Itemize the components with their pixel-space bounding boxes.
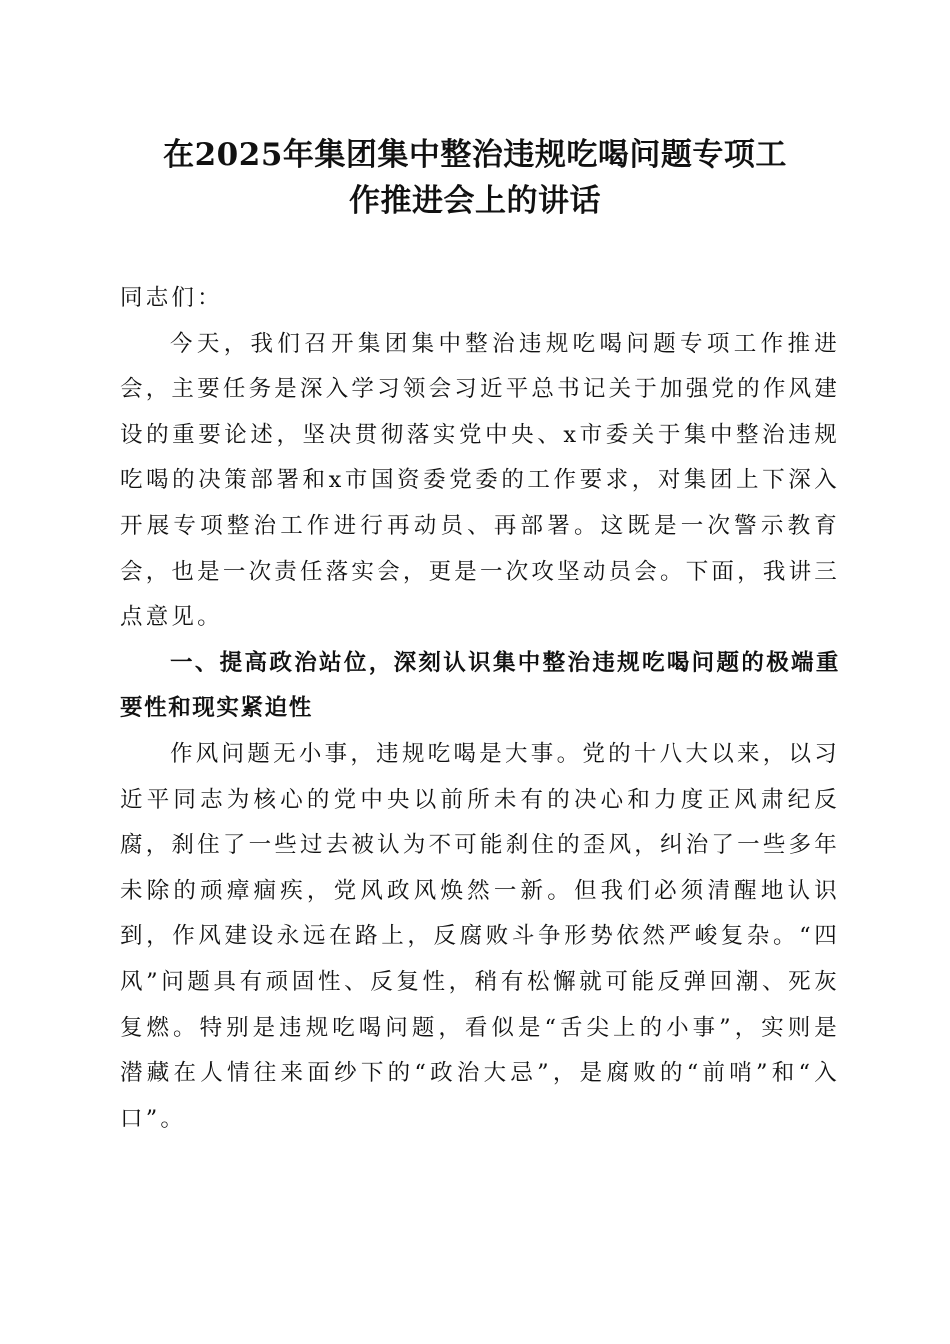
title-line-2: 作推进会上的讲话 [349,183,601,219]
title-line-1: 在2025年集团集中整治违规吃喝问题专项工 [163,137,787,173]
section-heading-1: 一、提高政治站位，深刻认识集中整治违规吃喝问题的极端重要性和现实紧迫性 [120,649,840,722]
paragraph-intro: 今天，我们召开集团集中整治违规吃喝问题专项工作推进会，主要任务是深入学习领会习近平总书记关于加强党的作风建设的重要论述，坚决贯彻落实党中央、x市委关于集中整治违规吃喝的决策部署和x市国资委党委的工作要求，对集团上下深入开展专项整治工作进行再动员、再部署。这既是一次警示教育会，也是一次责任落实会，更是一次攻坚动员会。下面，我讲三点意见。 [120,330,840,631]
salutation: 同志们： [120,285,223,311]
paragraph-section-1: 作风问题无小事，违规吃喝是大事。党的十八大以来，以习近平同志为核心的党中央以前所未有的决心和力度正风肃纪反腐，刹住了一些过去被认为不可能刹住的歪风，纠治了一些多年未除的顽瘴痼疾，党风政风焕然一新。但我们必须清醒地认识到，作风建设永远在路上，反腐败斗争形势依然严峻复杂。“四风”问题具有顽固性、反复性，稍有松懈就可能反弹回潮、死灰复燃。特别是违规吃喝问题，看似是“舌尖上的小事”，实则是潜藏在人情往来面纱下的“政治大忌”，是腐败的“前哨”和“入口”。 [120,740,840,1132]
document-body [120,276,840,1142]
document-title [100,132,850,224]
